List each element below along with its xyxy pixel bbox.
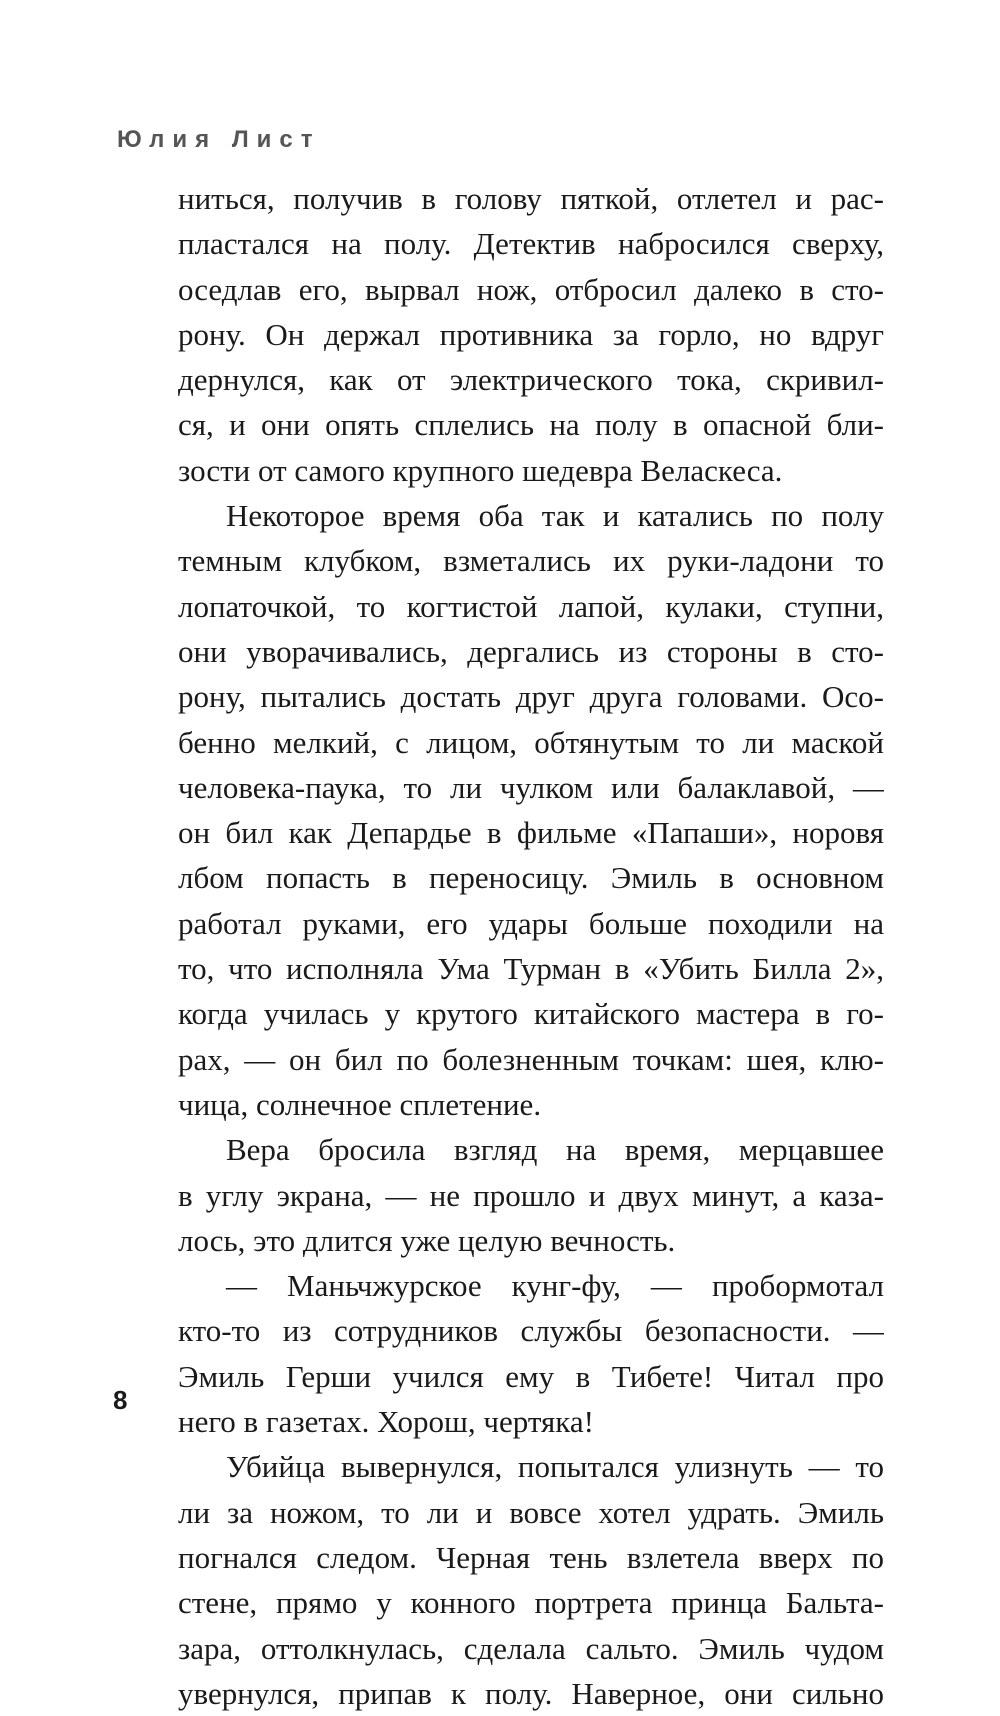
text-line: оседлав его, вырвал нож, отбросил далеко в сто- bbox=[178, 271, 884, 307]
text-line: ся, и они опять сплелись на полу в опасной бли- bbox=[178, 407, 884, 443]
text-line: зости от самого крупного шедевра Веласкеса. bbox=[178, 452, 783, 488]
text-line: они уворачивались, дергались из стороны в сто- bbox=[178, 633, 884, 669]
text-line: работал руками, его удары больше походили на bbox=[178, 905, 884, 941]
text-line: лбом попасть в переносицу. Эмиль в основном bbox=[178, 860, 884, 896]
text-line: пластался на полу. Детектив набросился сверху, bbox=[178, 226, 884, 262]
text-line: — Маньчжурское кунг-фу, — пробормотал bbox=[226, 1268, 884, 1304]
text-line: рах, — он бил по болезненным точкам: шея, клю- bbox=[178, 1041, 884, 1077]
text-line: в углу экрана, — не прошло и двух минут, а каза- bbox=[178, 1177, 884, 1213]
text-line: ниться, получив в голову пяткой, отлетел и рас- bbox=[178, 181, 884, 216]
text-line: человека-паука, то ли чулком или балаклавой, — bbox=[178, 769, 884, 805]
text-line: увернулся, припав к полу. Наверное, они сильно bbox=[178, 1675, 884, 1711]
text-line: лопаточкой, то когтистой лапой, кулаки, ступни, bbox=[178, 588, 884, 624]
body-text bbox=[178, 176, 884, 1716]
text-line: кто-то из сотрудников службы безопасности. — bbox=[178, 1313, 884, 1349]
page-number: 8 bbox=[113, 1385, 128, 1415]
text-line: дернулся, как от электрического тока, скривил- bbox=[178, 362, 884, 398]
text-line: погнался следом. Черная тень взлетела вверх по bbox=[178, 1539, 884, 1575]
text-line: темным клубком, взметались их руки-ладони то bbox=[178, 543, 884, 579]
text-line: зара, оттолкнулась, сделала сальто. Эмиль чудом bbox=[178, 1630, 884, 1666]
text-line: чица, солнечное сплетение. bbox=[178, 1086, 542, 1122]
running-head: Юлия Лист bbox=[117, 126, 321, 153]
text-line: ли за ножом, то ли и вовсе хотел удрать. Эмиль bbox=[178, 1494, 884, 1530]
text-line: бенно мелкий, с лицом, обтянутым то ли маской bbox=[178, 724, 884, 760]
text-line: лось, это длится уже целую вечность. bbox=[178, 1222, 676, 1258]
text-line: Некоторое время оба так и катались по полу bbox=[226, 498, 884, 534]
text-line: то, что исполняла Ума Турман в «Убить Билла 2», bbox=[178, 951, 884, 987]
text-line: Вера бросила взгляд на время, мерцавшее bbox=[226, 1132, 884, 1168]
text-line: когда училась у крутого китайского мастера в го- bbox=[178, 996, 884, 1032]
text-line: стене, прямо у конного портрета принца Бальта- bbox=[178, 1585, 884, 1621]
text-line: он бил как Депардье в фильме «Папаши», норовя bbox=[178, 815, 884, 851]
text-line: Эмиль Герши учился ему в Тибете! Читал про bbox=[178, 1358, 884, 1394]
text-line: рону, пытались достать друг друга головами. Осо- bbox=[178, 679, 884, 715]
text-line: Убийца вывернулся, попытался улизнуть — то bbox=[226, 1449, 884, 1485]
text-line: рону. Он держал противника за горло, но вдруг bbox=[178, 316, 884, 352]
text-line: него в газетах. Хорош, чертяка! bbox=[178, 1404, 594, 1440]
